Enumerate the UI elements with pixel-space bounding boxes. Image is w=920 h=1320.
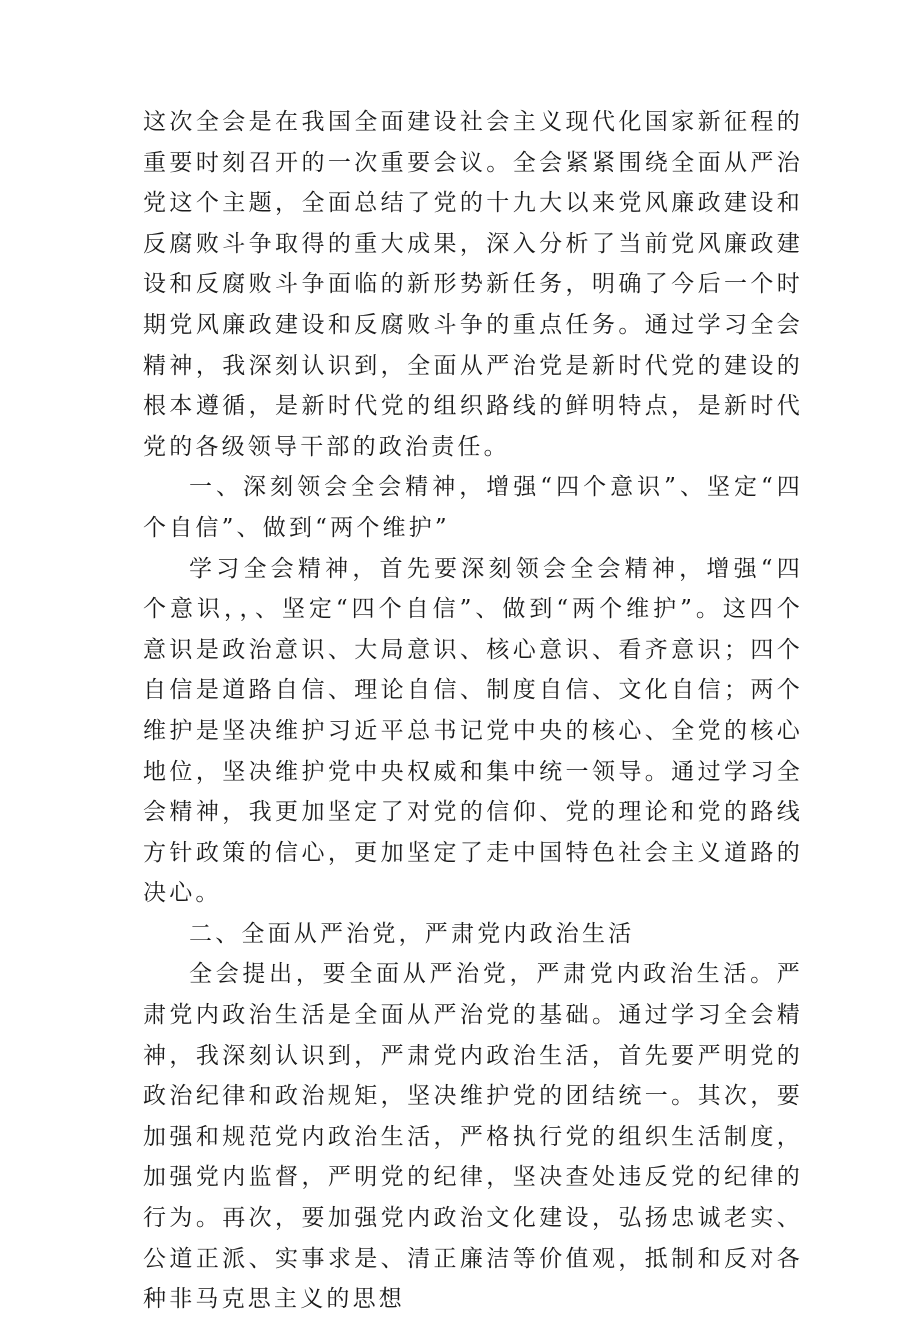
document-body — [143, 102, 803, 1320]
section-heading-1: 一、深刻领会全会精神，增强“四个意识”、坚定“四个自信”、做到“两个维护” — [143, 474, 803, 541]
section-2-paragraph: 全会提出，要全面从严治党，严肃党内政治生活。严肃党内政治生活是全面从严治党的基础。通过学习全会精神，我深刻认识到，严肃党内政治生活，首先要严明党的政治纪律和政治规矩，坚决维护党的团结统一。其次，要加强和规范党内政治生活，严格执行党的组织生活制度，加强党内监督，严明党的纪律，坚决查处违反党的纪律的行为。再次，要加强党内政治文化建设，弘扬忠诚老实、公道正派、实事求是、清正廉洁等价值观，抵制和反对各种非马克思主义的思想 — [143, 961, 803, 1313]
section-heading-2: 二、全面从严治党，严肃党内政治生活 — [189, 920, 635, 947]
intro-paragraph: 这次全会是在我国全面建设社会主义现代化国家新征程的重要时刻召开的一次重要会议。全会紧紧围绕全面从严治党这个主题，全面总结了党的十九大以来党风廉政建设和反腐败斗争取得的重大成果，深入分析了当前党风廉政建设和反腐败斗争面临的新形势新任务，明确了今后一个时期党风廉政建设和反腐败斗争的重点任务。通过学习全会精神，我深刻认识到，全面从严治党是新时代党的建设的根本遵循，是新时代党的组织路线的鲜明特点，是新时代党的各级领导干部的政治责任。 — [143, 109, 803, 460]
section-1-paragraph: 学习全会精神，首先要深刻领会全会精神，增强“四个意识，，、坚定“四个自信”、做到“两个维护”。这四个意识是政治意识、大局意识、核心意识、看齐意识；四个自信是道路自信、理论自信、制度自信、文化自信；两个维护是坚决维护习近平总书记党中央的核心、全党的核心地位，坚决维护党中央权威和集中统一领导。通过学习全会精神，我更加坚定了对党的信仰、党的理论和党的路线方针政策的信心，更加坚定了走中国特色社会主义道路的决心。 — [143, 555, 803, 907]
